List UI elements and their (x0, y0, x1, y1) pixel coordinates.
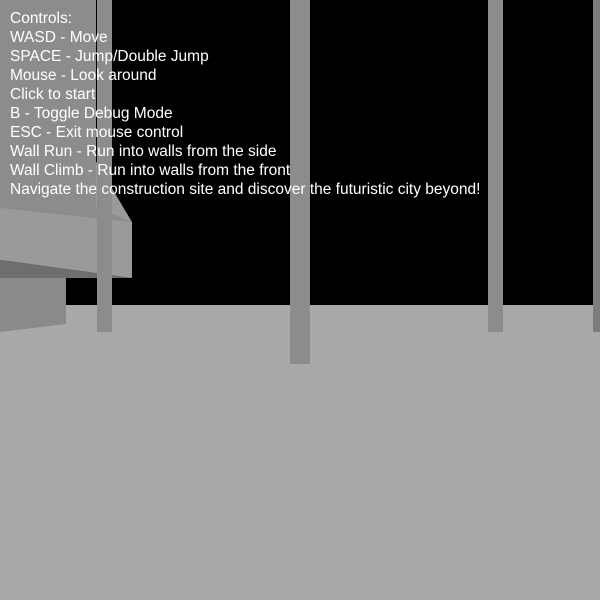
control-line-start: Click to start (10, 86, 96, 103)
pillar (97, 0, 112, 332)
control-line-look: Mouse - Look around (10, 67, 157, 84)
pillar (488, 0, 503, 332)
control-line-exit: ESC - Exit mouse control (10, 124, 184, 141)
pillar (290, 0, 310, 364)
control-line-debug: B - Toggle Debug Mode (10, 105, 173, 122)
controls-title: Controls: (10, 10, 73, 27)
control-line-objective: Navigate the construction site and discover the futuristic city beyond! (10, 181, 481, 198)
left-structure-lower-wall (0, 270, 66, 332)
control-line-wall-climb: Wall Climb - Run into walls from the front (10, 162, 291, 179)
control-line-jump: SPACE - Jump/Double Jump (10, 48, 209, 65)
pillar (593, 0, 600, 332)
control-line-wall-run: Wall Run - Run into walls from the side (10, 143, 277, 160)
control-line-move: WASD - Move (10, 29, 108, 46)
